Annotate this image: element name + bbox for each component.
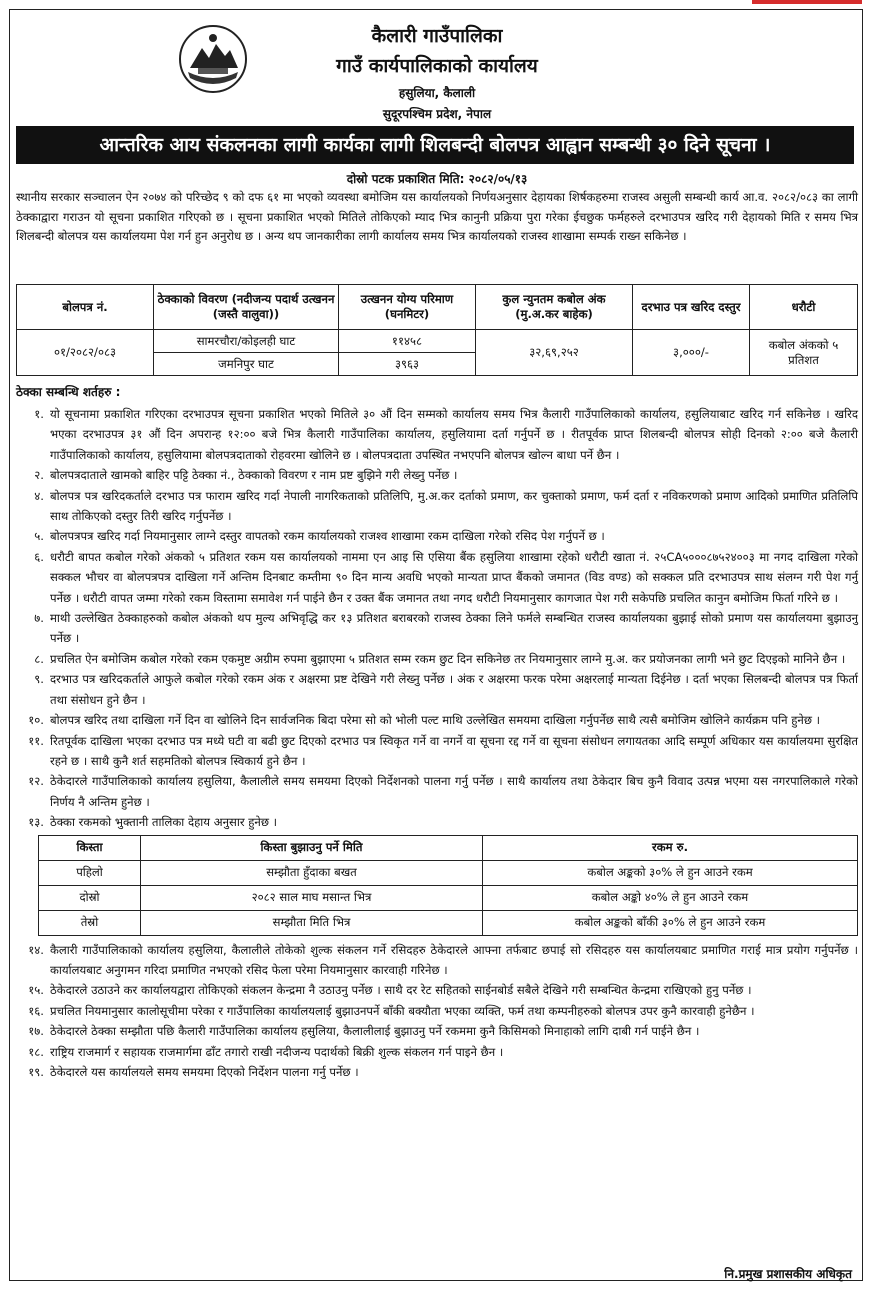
item-text: यो सूचनामा प्रकाशित गरिएका दरभाउपत्र सूचना प्रकाशित भएको मितिले ३० औं दिन सम्मको कार्यालय समय भित्र कैलारी गाउँपालिकाको कार्यालय, हसुलियाबाट खरिद गर्न सकिनेछ । खरिद भएका दरभाउपत्र ३१ औं दिन अपरान्ह १२:०० बजे भित्र कैलारी गाउँपालिका कार्यालय, हसुलियामा दर्ता गर्नुपर्ने छ । रीतपूर्वक प्राप्त शिलबन्दी बोलपत्र सोही दिनको २:०० बजे कैलारी गाउँपालिकाको कार्यालय, हसुलियामा बोलपत्रदाताको रोहवरमा खोलिने छ । बोलपत्रदाता उपस्थित नभएपनि बोलपत्र खोल्न बाधा पर्ने छैन । xyxy=(50,407,858,462)
list-item xyxy=(16,465,858,485)
letterhead xyxy=(10,10,864,125)
list-item xyxy=(16,486,858,527)
list-item xyxy=(16,547,858,608)
municipality-name: कैलारी गाउँपालिका xyxy=(371,25,503,47)
item-text: राष्ट्रिय राजमार्ग र सहायक राजमार्गमा ढाँट तगारो राखी नदीजन्य पदार्थको बिक्री शुल्क संकलन गर्न पाइने छैन । xyxy=(50,1044,504,1059)
list-item xyxy=(16,980,858,1000)
col-kista: किस्ता xyxy=(39,835,141,860)
item-text: ठेकेदारले यस कार्यालयले समय समयमा दिएको निर्देशन पालना गर्नु पर्नेछ । xyxy=(50,1064,359,1079)
kista-amount: कबोल अङ्को ४०% ले हुन आउने रकम xyxy=(483,885,858,910)
col-description: ठेक्काको विवरण (नदीजन्य पदार्थ उत्खनन (जस्तै वालुवा)) xyxy=(154,285,339,330)
kista-name: दोस्रो xyxy=(39,885,141,910)
item-number: ११. xyxy=(28,733,44,748)
site-name: सामरचौरा/कोइलही घाट xyxy=(154,330,339,353)
purchase-fee: ३,०००/- xyxy=(633,330,750,376)
table-row xyxy=(17,330,858,353)
signatory-title: नि.प्रमुख प्रशासकीय अधिकृत xyxy=(724,1267,852,1281)
item-text: प्रचलित ऐन बमोजिम कबोल गरेको रकम एकमुष्ट अग्रीम रुपमा बुझाएमा ५ प्रतिशत सम्म रकम छुट दिन सकिनेछ तर नियमानुसार लाग्ने मु.अ. कर प्रयोजनका लागी भने छुट दिएइको मानिने छैन । xyxy=(50,651,846,666)
item-number: १. xyxy=(34,407,44,421)
item-text: दरभाउ पत्र खरिदकर्ताले आफुले कबोल गरेको रकम अंक र अक्षरमा प्रष्ट देखिने गरी लेख्नु पर्नेछ । अंक र अक्षरमा फरक परेमा अक्षरलाई मान्यता दिईनेछ । दर्ता भएका सिलबन्दी बोलपत्र पत्र फिर्ता तथा संसोधन हुने छैन । xyxy=(50,672,858,707)
office-name: गाउँ कार्यपालिकाको कार्यालय xyxy=(336,55,538,77)
item-number: १५. xyxy=(28,983,44,998)
item-number: ४. xyxy=(34,488,44,503)
conditions-list xyxy=(16,404,858,1082)
item-text: बोलपत्र पत्र खरिदकर्ताले दरभाउ पत्र फाराम खरिद गर्दा नेपाली नागरिकताको प्रतिलिपि, मु.अ.कर दर्ताको प्रमाण, कर चुक्ताको प्रमाण, फर्म दर्ता र नविकरणको प्रमाण आदिको प्रमाणित प्रतिलिपि साथ तोकिएको दस्तुर तिरी खरिद गर्नुपर्नेछ । xyxy=(50,488,858,524)
intro-paragraph: स्थानीय सरकार सञ्चालन ऐन २०७४ को परिच्छेद ९ को दफ ६१ मा भएको व्यवस्था बमोजिम यस कार्यालयको निर्णयअनुसार देहायका शिर्षकहरुमा राजस्व असुली सम्बन्धी कार्य आ.व. २०८२/०८३ का लागी ठेक्काद्वारा गराउन यो सूचना प्रकाशित गरिएको छ । सूचना प्रकाशित भएको मितिले तोकिएको म्याद भित्र कानुनी प्रक्रिया पुरा गरेका ईचछुक फर्महरुले दरभाउपत्र खरिद गरी देहायको मिति र समय भित्र शिलबन्दी बोलपत्र यस कार्यालयमा पेश गर्न हुन अनुरोध छ । अन्य थप जानकारीका लागी कार्यालय समय भित्र कार्यालयको राजस्व शाखामा सम्पर्क राख्न सकिनेछ । xyxy=(16,190,858,243)
item-number: ६. xyxy=(34,549,44,564)
list-item xyxy=(16,1042,858,1062)
site-quantity: ३९६३ xyxy=(339,353,476,376)
notice-title-banner: आन्तरिक आय संकलनका लागी कार्यका लागी शिलबन्दी बोलपत्र आह्वान सम्बन्धी ३० दिने सूचना । xyxy=(16,126,854,164)
list-item xyxy=(16,649,858,669)
col-amount: रकम रु. xyxy=(483,835,858,860)
list-item xyxy=(16,669,858,710)
list-item xyxy=(16,1062,858,1082)
item-number: ९. xyxy=(34,672,44,687)
kista-name: पहिलो xyxy=(39,860,141,885)
kista-amount: कबोल अङ्कको ३०% ले हुन आउने रकम xyxy=(483,860,858,885)
item-number: १८. xyxy=(28,1044,44,1059)
item-text: माथी उल्लेखित ठेक्काहरुको कबोल अंकको थप मुल्य अभिवृद्धि कर १३ प्रतिशत बराबरको राजस्व ठेक्का लिने फर्मले सम्बन्धित राजस्व कार्यालयका बुझाई सोको प्रमाण यस कार्यालयमा बुझाउनु पर्नेछ । xyxy=(50,611,858,646)
col-quantity: उत्खनन योग्य परिमाण (घनमिटर) xyxy=(339,285,476,330)
list-item xyxy=(16,1021,858,1041)
col-tender-no: बोलपत्र नं. xyxy=(17,285,154,330)
item-number: १३. xyxy=(28,815,44,830)
list-item xyxy=(16,812,858,832)
tender-no: ०१/२०८२/०८३ xyxy=(17,330,154,376)
deposit: कबोल अंकको ५ प्रतिशत xyxy=(750,330,858,376)
item-text: ठेकेदारले ठेक्का सम्झौता पछि कैलारी गाउँपालिका कार्यालय हसुलिया, कैलालीलाई बुझाउनु पर्ने रकममा कुनै किसिमको मिनाहाको लागि दाबी गर्न पाईने छैन । xyxy=(50,1024,700,1039)
site-quantity: ११४५८ xyxy=(339,330,476,353)
col-min-bid: कुल न्युनतम कबोल अंक (मु.अ.कर बाहेक) xyxy=(476,285,633,330)
installment-table-header xyxy=(39,835,858,860)
min-bid: ३२,६९,२५२ xyxy=(476,330,633,376)
list-item xyxy=(16,608,858,649)
province-name: सुदूरपश्चिम प्रदेश, नेपाल xyxy=(382,107,492,121)
kista-name: तेस्रो xyxy=(39,910,141,935)
list-item xyxy=(16,404,858,465)
kista-amount: कबोल अङ्कको बाँकी ३०% ले हुन आउने रकम xyxy=(483,910,858,935)
item-text: बोलपत्र खरिद तथा दाखिला गर्ने दिन वा खोलिने दिन सार्वजनिक बिदा परेमा सो को भोली पल्ट माथि उल्लेखित समयमा दाखिला गर्नुपर्नेछ साथै त्यसै बमोजिम खोलिने कार्यक्रम पनि हुनेछ । xyxy=(50,713,821,728)
tender-table-header xyxy=(17,285,858,330)
list-item xyxy=(16,771,858,812)
item-number: ५. xyxy=(34,529,44,544)
item-number: १४. xyxy=(28,942,44,957)
col-deposit: धरौटी xyxy=(750,285,858,330)
item-text: बोलपत्रपत्र खरिद गर्दा नियमानुसार लाग्ने दस्तुर वापतको रकम कार्यालयको राजश्व शाखामा रकम दाखिला गरेको रसिद पेश गर्नुपर्ने छ । xyxy=(50,529,605,544)
kista-date: २०८२ साल माघ मसान्त भित्र xyxy=(141,885,483,910)
notice-frame xyxy=(9,9,863,1281)
list-item xyxy=(16,940,858,981)
item-number: १०. xyxy=(28,713,44,728)
item-text: ठेकेदारले उठाउने कर कार्यालयद्वारा तोकिएको संकलन केन्द्रमा नै उठाउनु पर्नेछ । साथै दर रेट सहितको साईनबोर्ड सबैले देखिने गरी सम्बन्धित केन्द्रमा राखिएको हुनु पर्नेछ । xyxy=(50,983,752,998)
published-date: दोस्रो पटक प्रकाशित मिति: २०८२/०५/१३ xyxy=(346,172,528,186)
item-text: रितपूर्वक दाखिला भएका दरभाउ पत्र मध्ये घटी वा बढी छुट दिएको दरभाउ पत्र स्विकृत गर्ने वा नगर्ने वा सूचना रद्द गर्ने वा सूचना संसोधन लगायतका आदि सम्पूर्ण अधिकार यस कार्यालयमा सुरक्षित रहने छ । साथै कुनै शर्त सहमतिको बोलपत्र स्विकार्य हुने छैन । xyxy=(50,733,858,768)
item-text: ठेक्का रकमको भुक्तानी तालिका देहाय अनुसार हुनेछ । xyxy=(50,815,278,830)
installment-table xyxy=(38,835,858,936)
item-number: १६. xyxy=(28,1003,44,1018)
item-number: ७. xyxy=(34,611,44,626)
kista-date: सम्झौता हुँदाका बखत xyxy=(141,860,483,885)
kista-date: सम्झौता मिति भित्र xyxy=(141,910,483,935)
list-item xyxy=(16,731,858,772)
table-row xyxy=(39,910,858,935)
item-number: १७. xyxy=(28,1024,44,1039)
tender-table xyxy=(16,284,858,376)
top-red-mark xyxy=(752,0,862,4)
conditions-title: ठेक्का सम्बन्धि शर्तहरु : xyxy=(16,385,121,399)
list-item xyxy=(16,710,858,730)
col-fee: दरभाउ पत्र खरिद दस्तुर xyxy=(633,285,750,330)
list-item xyxy=(16,526,858,546)
table-row xyxy=(39,885,858,910)
item-number: ८. xyxy=(34,651,44,666)
item-number: २. xyxy=(34,468,44,483)
item-text: कैलारी गाउँपालिकाको कार्यालय हसुलिया, कैलालीले तोकेको शुल्क संकलन गर्ने रसिदहरु ठेकेदारले आफ्ना तर्फबाट छपाई सो रसिदहरु यस कार्यालयबाट प्रमाणित गराई मात्र प्रयोग गर्नुपर्नेछ । कार्यालयबाट अनुगमन गरिदा प्रमाणित नभएको रसिद फेला परेमा नियमानुसार कारवाही गरिनेछ । xyxy=(50,942,858,977)
office-address: हसुलिया, कैलाली xyxy=(398,86,476,100)
col-kista-date: किस्ता बुझाउनु पर्ने मिति xyxy=(141,835,483,860)
item-number: १२. xyxy=(28,774,44,789)
item-text: बोलपत्रदाताले खामको बाहिर पट्टि ठेक्का नं., ठेक्काको विवरण र नाम प्रष्ट बुझिने गरी लेख्नु पर्नेछ । xyxy=(50,468,458,483)
table-row xyxy=(39,860,858,885)
list-item xyxy=(16,1001,858,1021)
item-text: धरौटी बापत कबोल गरेको अंकको ५ प्रतिशत रकम यस कार्यालयको नाममा एन आइ सि एसिया बैंक हसुलिया शाखामा रहेको धरौटी खाता नं. २५CA५०००८७५२४००३ मा नगद दाखिला गरेको सक्कल भौचर वा बोलपत्रपत्र दाखिला गर्ने अन्तिम दिनबाट कम्तीमा ९० दिन मान्य अवधि भएको मान्यता प्राप्त बैंकको जमानत (विड वण्ड) को सक्कल प्रति दरभाउपत्र साथ संलग्न गरी पेश गर्नु पर्नेछ । धरौटी वापत जम्मा गरेको रकम विस्तामा समावेश गर्न पाईने छैन र उक्त बैंक जमानत तथा नगद धरौटी नियमानुसार कागजात पेश गरी सकेपछि प्रचलित कानुन बमोजिम फिर्ता गरिने छ । xyxy=(50,549,858,605)
site-name: जमनिपुर घाट xyxy=(154,353,339,376)
item-text: प्रचलित नियमानुसार कालोसूचीमा परेका र गाउँपालिका कार्यालयलाई बुझाउनपर्ने बाँकी बक्यौता भएका व्यक्ति, फर्म तथा कम्पनीहरुको बोलपत्र उपर कुनै कारवाही हुनेछैन । xyxy=(50,1003,755,1018)
item-number: १९. xyxy=(28,1064,44,1079)
item-text: ठेकेदारले गाउँपालिकाको कार्यालय हसुलिया, कैलालीले समय समयमा दिएको निर्देशनको पालना गर्नु पर्नेछ । साथै कार्यालय तथा ठेकेदार बिच कुनै विवाद उत्पन्न भएमा यस नगरपालिकाले गरेको निर्णय नै अन्तिम हुनेछ । xyxy=(50,774,858,809)
